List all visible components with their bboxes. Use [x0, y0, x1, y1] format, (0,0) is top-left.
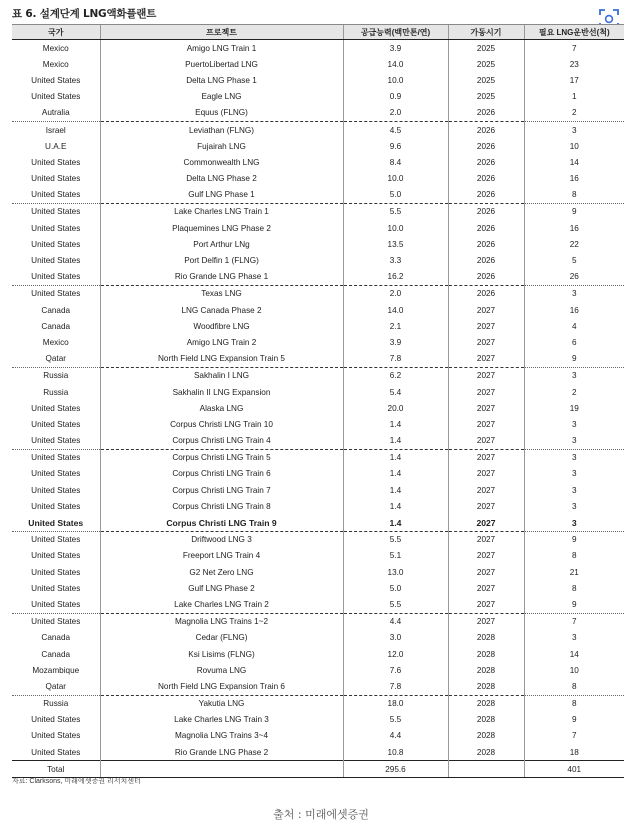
- capacity-cell: 6.2: [343, 367, 448, 384]
- project-cell: Cedar (FLNG): [100, 630, 343, 646]
- project-cell: North Field LNG Expansion Train 5: [100, 351, 343, 368]
- capacity-cell: 5.5: [343, 712, 448, 728]
- vessels-cell: 4: [524, 318, 624, 334]
- project-cell: Gulf LNG Phase 1: [100, 187, 343, 204]
- capacity-cell: 1.4: [343, 449, 448, 466]
- project-cell: Alaska LNG: [100, 400, 343, 416]
- project-cell: Amigo LNG Train 1: [100, 40, 343, 57]
- vessels-cell: 8: [524, 580, 624, 596]
- vessels-cell: 8: [524, 548, 624, 564]
- year-cell: 2027: [448, 596, 524, 613]
- capacity-cell: 5.5: [343, 531, 448, 548]
- country-cell: United States: [31, 190, 81, 200]
- capacity-cell: 9.6: [343, 138, 448, 154]
- capacity-cell: 14.0: [343, 56, 448, 72]
- total-vessels: 401: [524, 761, 624, 778]
- country-cell: Israel: [12, 121, 100, 138]
- project-cell: Corpus Christi LNG Train 7: [100, 482, 343, 498]
- country-cell: United States: [31, 501, 81, 511]
- project-cell: Ksi Lisims (FLNG): [100, 646, 343, 662]
- table-row: [12, 285, 624, 302]
- table-row: [12, 416, 624, 432]
- project-cell: Sakhalin I LNG: [100, 367, 343, 384]
- country-cell: Canada: [41, 649, 71, 659]
- capacity-cell: 2.1: [343, 318, 448, 334]
- project-cell: Texas LNG: [100, 285, 343, 302]
- year-cell: 2027: [448, 498, 524, 514]
- capacity-cell: 5.0: [343, 580, 448, 596]
- project-cell: LNG Canada Phase 2: [100, 302, 343, 318]
- vessels-cell: 17: [524, 72, 624, 88]
- country-cell: United States: [31, 436, 81, 446]
- project-cell: Fujairah LNG: [100, 138, 343, 154]
- capacity-cell: 8.4: [343, 154, 448, 170]
- vessels-cell: 21: [524, 564, 624, 580]
- capacity-cell: 1.4: [343, 433, 448, 450]
- vessels-cell: 8: [524, 187, 624, 204]
- table-row: [12, 367, 624, 384]
- country-cell: United States: [31, 599, 81, 609]
- country-cell: United States: [12, 449, 100, 466]
- capacity-cell: 1.4: [343, 482, 448, 498]
- vessels-cell: 22: [524, 236, 624, 252]
- year-cell: 2027: [448, 318, 524, 334]
- year-cell: 2027: [448, 449, 524, 466]
- table-row: [12, 154, 624, 170]
- capacity-cell: 4.4: [343, 613, 448, 630]
- table-header-row: [12, 25, 624, 40]
- capacity-cell: 7.8: [343, 351, 448, 368]
- project-cell: Plaquemines LNG Phase 2: [100, 220, 343, 236]
- table-row: [12, 433, 624, 450]
- capacity-cell: 13.5: [343, 236, 448, 252]
- year-cell: 2028: [448, 728, 524, 744]
- capacity-cell: 2.0: [343, 285, 448, 302]
- project-cell: Yakutia LNG: [100, 695, 343, 712]
- capacity-cell: 16.2: [343, 269, 448, 286]
- vessels-cell: 7: [524, 40, 624, 57]
- header-country: 국가: [12, 25, 100, 40]
- project-cell: North Field LNG Expansion Train 6: [100, 678, 343, 695]
- capacity-cell: 12.0: [343, 646, 448, 662]
- vessels-cell: 3: [524, 285, 624, 302]
- country-cell: United States: [31, 747, 81, 757]
- vessels-cell: 7: [524, 613, 624, 630]
- project-cell: Lake Charles LNG Train 2: [100, 596, 343, 613]
- table-row: [12, 334, 624, 350]
- year-cell: 2027: [448, 466, 524, 482]
- project-cell: Commonwealth LNG: [100, 154, 343, 170]
- year-cell: 2027: [448, 548, 524, 564]
- project-cell: Rio Grande LNG Phase 1: [100, 269, 343, 286]
- table-row: [12, 662, 624, 678]
- project-cell: PuertoLibertad LNG: [100, 56, 343, 72]
- capacity-cell: 1.4: [343, 514, 448, 531]
- table-row: [12, 384, 624, 400]
- capacity-cell: 0.9: [343, 89, 448, 105]
- country-cell: United States: [31, 157, 81, 167]
- table-row: [12, 564, 624, 580]
- table-row: [12, 40, 624, 57]
- table-row: [12, 318, 624, 334]
- project-cell: Corpus Christi LNG Train 8: [100, 498, 343, 514]
- table-row: [12, 449, 624, 466]
- project-cell: Sakhalin II LNG Expansion: [100, 384, 343, 400]
- table-row: [12, 678, 624, 695]
- country-cell: Qatar: [45, 354, 66, 364]
- vessels-cell: 23: [524, 56, 624, 72]
- year-cell: 2027: [448, 384, 524, 400]
- project-cell: Corpus Christi LNG Train 6: [100, 466, 343, 482]
- year-cell: 2028: [448, 695, 524, 712]
- vessels-cell: 3: [524, 498, 624, 514]
- vessels-cell: 26: [524, 269, 624, 286]
- vessels-cell: 6: [524, 334, 624, 350]
- project-cell: Lake Charles LNG Train 3: [100, 712, 343, 728]
- capacity-cell: 7.8: [343, 678, 448, 695]
- table-row: [12, 646, 624, 662]
- country-cell: Russia: [12, 367, 100, 384]
- year-cell: 2026: [448, 269, 524, 286]
- table-row: [12, 596, 624, 613]
- project-cell: Magnolia LNG Trains 3~4: [100, 728, 343, 744]
- project-cell: Port Delfin 1 (FLNG): [100, 252, 343, 268]
- table-row: [12, 613, 624, 630]
- vessels-cell: 9: [524, 531, 624, 548]
- vessels-cell: 3: [524, 514, 624, 531]
- country-cell: United States: [31, 583, 81, 593]
- year-cell: 2027: [448, 580, 524, 596]
- vessels-cell: 3: [524, 121, 624, 138]
- table-row: [12, 56, 624, 72]
- capacity-cell: 5.5: [343, 596, 448, 613]
- capacity-cell: 1.4: [343, 416, 448, 432]
- capacity-cell: 10.8: [343, 744, 448, 761]
- year-cell: 2026: [448, 203, 524, 220]
- country-cell: Canada: [41, 633, 71, 643]
- year-cell: 2028: [448, 630, 524, 646]
- table-row: [12, 89, 624, 105]
- country-cell: United States: [31, 174, 81, 184]
- capacity-cell: 18.0: [343, 695, 448, 712]
- table-row: [12, 236, 624, 252]
- total-year: [448, 761, 524, 778]
- year-cell: 2026: [448, 285, 524, 302]
- capacity-cell: 10.0: [343, 220, 448, 236]
- project-cell: Corpus Christi LNG Train 4: [100, 433, 343, 450]
- country-cell: United States: [31, 419, 81, 429]
- table-row: [12, 712, 624, 728]
- year-cell: 2027: [448, 351, 524, 368]
- table-row: [12, 580, 624, 596]
- total-label: Total: [12, 761, 100, 778]
- capacity-cell: 7.6: [343, 662, 448, 678]
- capacity-cell: 1.4: [343, 498, 448, 514]
- header-project: 프로젝트: [100, 25, 343, 40]
- vessels-cell: 3: [524, 433, 624, 450]
- project-cell: Lake Charles LNG Train 1: [100, 203, 343, 220]
- country-cell: Mozambique: [32, 665, 80, 675]
- vessels-cell: 8: [524, 695, 624, 712]
- project-cell: G2 Net Zero LNG: [100, 564, 343, 580]
- table-body: [12, 40, 624, 778]
- year-cell: 2028: [448, 662, 524, 678]
- country-cell: United States: [31, 715, 81, 725]
- year-cell: 2026: [448, 236, 524, 252]
- vessels-cell: 10: [524, 662, 624, 678]
- vessels-cell: 19: [524, 400, 624, 416]
- project-cell: Leviathan (FLNG): [100, 121, 343, 138]
- project-cell: Amigo LNG Train 2: [100, 334, 343, 350]
- capacity-cell: 5.4: [343, 384, 448, 400]
- vessels-cell: 16: [524, 302, 624, 318]
- country-cell: Canada: [41, 305, 71, 315]
- year-cell: 2027: [448, 531, 524, 548]
- year-cell: 2027: [448, 302, 524, 318]
- project-cell: Freeport LNG Train 4: [100, 548, 343, 564]
- table-row: [12, 548, 624, 564]
- project-cell: Equus (FLNG): [100, 105, 343, 122]
- country-cell: United States: [31, 223, 81, 233]
- year-cell: 2026: [448, 138, 524, 154]
- capacity-cell: 5.5: [343, 203, 448, 220]
- header-capacity: 공급능력(백만톤/연): [343, 25, 448, 40]
- year-cell: 2028: [448, 678, 524, 695]
- table-row: [12, 187, 624, 204]
- year-cell: 2028: [448, 646, 524, 662]
- vessels-cell: 3: [524, 466, 624, 482]
- country-cell: United States: [31, 551, 81, 561]
- caption: 출처 : 미래에셋증권: [273, 808, 369, 821]
- country-cell: Canada: [41, 321, 71, 331]
- year-cell: 2027: [448, 334, 524, 350]
- lng-plant-table: [12, 24, 624, 778]
- vessels-cell: 2: [524, 105, 624, 122]
- table-row: [12, 400, 624, 416]
- vessels-cell: 14: [524, 154, 624, 170]
- capacity-cell: 3.9: [343, 40, 448, 57]
- year-cell: 2025: [448, 40, 524, 57]
- project-cell: Magnolia LNG Trains 1~2: [100, 613, 343, 630]
- header-vessels: 필요 LNG운반선(척): [524, 25, 624, 40]
- table-row: [12, 138, 624, 154]
- vessels-cell: 2: [524, 384, 624, 400]
- capacity-cell: 3.3: [343, 252, 448, 268]
- project-cell: Corpus Christi LNG Train 9: [100, 514, 343, 531]
- vessels-cell: 16: [524, 171, 624, 187]
- year-cell: 2026: [448, 252, 524, 268]
- table-row: [12, 171, 624, 187]
- table-row: [12, 482, 624, 498]
- table-row: [12, 466, 624, 482]
- country-cell: Mexico: [42, 59, 69, 69]
- vessels-cell: 3: [524, 630, 624, 646]
- project-cell: Rovuma LNG: [100, 662, 343, 678]
- year-cell: 2026: [448, 171, 524, 187]
- table-row: [12, 220, 624, 236]
- project-cell: Rio Grande LNG Phase 2: [100, 744, 343, 761]
- year-cell: 2025: [448, 56, 524, 72]
- project-cell: Delta LNG Phase 1: [100, 72, 343, 88]
- vessels-cell: 9: [524, 712, 624, 728]
- country-cell: United States: [12, 203, 100, 220]
- project-cell: Gulf LNG Phase 2: [100, 580, 343, 596]
- capacity-cell: 4.5: [343, 121, 448, 138]
- vessels-cell: 9: [524, 596, 624, 613]
- capacity-cell: 13.0: [343, 564, 448, 580]
- table-row: [12, 351, 624, 368]
- country-cell: United States: [31, 239, 81, 249]
- country-cell: United States: [31, 272, 81, 282]
- country-cell: United States: [31, 403, 81, 413]
- year-cell: 2028: [448, 712, 524, 728]
- country-cell: Qatar: [45, 681, 66, 691]
- vessels-cell: 10: [524, 138, 624, 154]
- capacity-cell: 5.0: [343, 187, 448, 204]
- table-row: [12, 121, 624, 138]
- vessels-cell: 5: [524, 252, 624, 268]
- capacity-cell: 10.0: [343, 171, 448, 187]
- year-cell: 2027: [448, 613, 524, 630]
- table-row: [12, 203, 624, 220]
- year-cell: 2026: [448, 220, 524, 236]
- vessels-cell: 14: [524, 646, 624, 662]
- year-cell: 2025: [448, 72, 524, 88]
- country-cell: Mexico: [42, 43, 69, 53]
- table-row: [12, 105, 624, 122]
- capacity-cell: 3.9: [343, 334, 448, 350]
- year-cell: 2027: [448, 564, 524, 580]
- country-cell: Russia: [43, 387, 69, 397]
- capacity-cell: 1.4: [343, 466, 448, 482]
- project-cell: Eagle LNG: [100, 89, 343, 105]
- table-row: [12, 728, 624, 744]
- capacity-cell: 4.4: [343, 728, 448, 744]
- capacity-cell: 2.0: [343, 105, 448, 122]
- capacity-cell: 10.0: [343, 72, 448, 88]
- country-cell: United States: [28, 517, 84, 528]
- capacity-cell: 3.0: [343, 630, 448, 646]
- capacity-cell: 20.0: [343, 400, 448, 416]
- country-cell: U.A.E: [45, 141, 67, 151]
- year-cell: 2026: [448, 154, 524, 170]
- country-cell: United States: [31, 469, 81, 479]
- year-cell: 2027: [448, 400, 524, 416]
- vessels-cell: 7: [524, 728, 624, 744]
- vessels-cell: 9: [524, 203, 624, 220]
- table-row: [12, 531, 624, 548]
- header-start-year: 가동시기: [448, 25, 524, 40]
- country-cell: Autralia: [41, 108, 70, 118]
- table-row: [12, 252, 624, 268]
- project-cell: Delta LNG Phase 2: [100, 171, 343, 187]
- project-cell: Corpus Christi LNG Train 5: [100, 449, 343, 466]
- country-cell: United States: [12, 285, 100, 302]
- vessels-cell: 3: [524, 367, 624, 384]
- vessels-cell: 16: [524, 220, 624, 236]
- year-cell: 2028: [448, 744, 524, 761]
- table-title: 표 6. 설계단계 LNG액화플랜트: [12, 8, 157, 20]
- country-cell: Russia: [12, 695, 100, 712]
- total-capacity: 295.6: [343, 761, 448, 778]
- year-cell: 2027: [448, 514, 524, 531]
- country-cell: United States: [31, 75, 81, 85]
- project-cell: Corpus Christi LNG Train 10: [100, 416, 343, 432]
- table-row: [12, 72, 624, 88]
- year-cell: 2027: [448, 367, 524, 384]
- vessels-cell: 18: [524, 744, 624, 761]
- year-cell: 2026: [448, 121, 524, 138]
- vessels-cell: 9: [524, 351, 624, 368]
- source-note: 자료: Clarksons, 미래에셋증권 리서치센터: [12, 778, 141, 785]
- country-cell: United States: [12, 531, 100, 548]
- country-cell: Mexico: [42, 337, 69, 347]
- country-cell: United States: [31, 567, 81, 577]
- project-cell: Port Arthur LNg: [100, 236, 343, 252]
- table-row: [12, 269, 624, 286]
- table-row: [12, 695, 624, 712]
- country-cell: United States: [31, 92, 81, 102]
- country-cell: United States: [31, 256, 81, 266]
- vessels-cell: 1: [524, 89, 624, 105]
- project-cell: Woodfibre LNG: [100, 318, 343, 334]
- table-row: [12, 630, 624, 646]
- table-row: [12, 498, 624, 514]
- country-cell: United States: [31, 731, 81, 741]
- country-cell: United States: [31, 485, 81, 495]
- project-cell: Driftwood LNG 3: [100, 531, 343, 548]
- capacity-cell: 14.0: [343, 302, 448, 318]
- year-cell: 2027: [448, 433, 524, 450]
- country-cell: United States: [12, 613, 100, 630]
- table-row: [12, 514, 624, 531]
- vessels-cell: 3: [524, 416, 624, 432]
- year-cell: 2027: [448, 482, 524, 498]
- capacity-cell: 5.1: [343, 548, 448, 564]
- year-cell: 2026: [448, 105, 524, 122]
- year-cell: 2025: [448, 89, 524, 105]
- vessels-cell: 3: [524, 482, 624, 498]
- vessels-cell: 8: [524, 678, 624, 695]
- table-row: [12, 302, 624, 318]
- vessels-cell: 3: [524, 449, 624, 466]
- table-row: [12, 744, 624, 761]
- year-cell: 2026: [448, 187, 524, 204]
- year-cell: 2027: [448, 416, 524, 432]
